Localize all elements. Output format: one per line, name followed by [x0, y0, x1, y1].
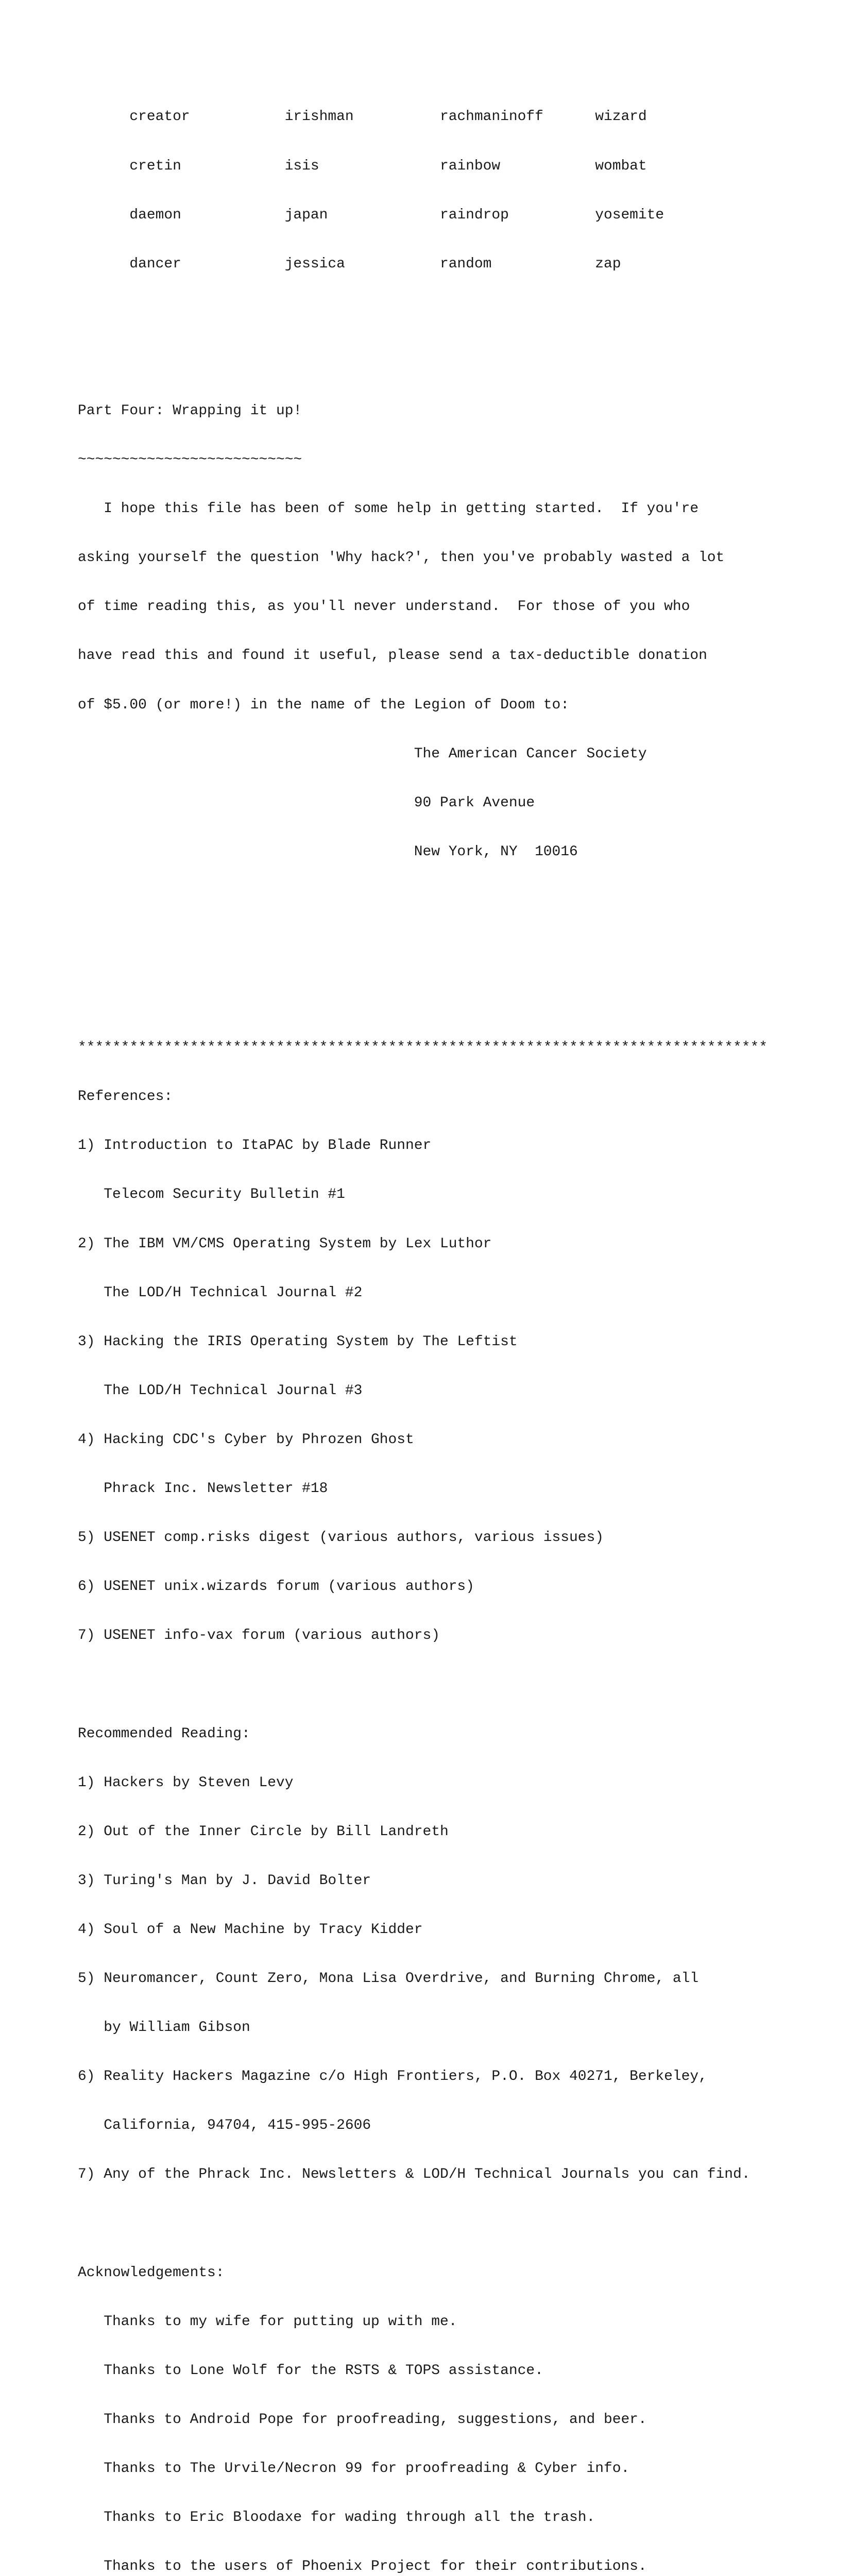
section-heading: Recommended Reading: — [78, 1725, 250, 1742]
list-item: Thanks to Android Pope for proofreading, suggestions, and beer. — [78, 2411, 647, 2428]
address-line: The American Cancer Society — [78, 745, 647, 762]
doc-line — [78, 2215, 799, 2232]
list-item: 6) Reality Hackers Magazine c/o High Frontiers, P.O. Box 40271, Berkeley, — [78, 2069, 707, 2085]
doc-line: creator irishman rachmaninoff wizard — [78, 109, 647, 125]
section-heading: References: — [78, 1089, 173, 1105]
doc-line: I hope this file has been of some help in getting started. If you're — [78, 501, 699, 517]
doc-line — [78, 942, 799, 958]
list-item: The LOD/H Technical Journal #3 — [78, 1382, 363, 1399]
list-item: Thanks to The Urvile/Necron 99 for proofreading & Cyber info. — [78, 2460, 630, 2477]
doc-line: have read this and found it useful, please send a tax-deductible donation — [78, 648, 707, 664]
list-item: 1) Introduction to ItaPAC by Blade Runner — [78, 1138, 432, 1154]
section-heading: Acknowledgements: — [78, 2264, 225, 2281]
list-item: 4) Soul of a New Machine by Tracy Kidder — [78, 1921, 423, 1938]
separator-line: ******************************************************************************** — [78, 1040, 768, 1056]
list-item: 7) USENET info-vax forum (various authors) — [78, 1628, 440, 1644]
list-item: Thanks to Eric Bloodaxe for wading through all the trash. — [78, 2510, 595, 2526]
address-line: New York, NY 10016 — [78, 843, 578, 860]
document-text — [78, 76, 799, 2576]
doc-line: of $5.00 (or more!) in the name of the Legion of Doom to: — [78, 697, 570, 713]
section-heading: Part Four: Wrapping it up! — [78, 402, 302, 419]
list-item: 2) Out of the Inner Circle by Bill Landreth — [78, 1823, 449, 1840]
address-line: 90 Park Avenue — [78, 794, 535, 811]
doc-line — [78, 893, 799, 909]
list-item: Thanks to Lone Wolf for the RSTS & TOPS assistance. — [78, 2362, 543, 2379]
list-item: by William Gibson — [78, 2020, 250, 2036]
list-item: 3) Hacking the IRIS Operating System by The Leftist — [78, 1333, 518, 1350]
list-item: 4) Hacking CDC's Cyber by Phrozen Ghost — [78, 1431, 414, 1448]
doc-line — [78, 354, 799, 370]
doc-line: of time reading this, as you'll never understand. For those of you who — [78, 599, 690, 615]
list-item: 2) The IBM VM/CMS Operating System by Lex Luthor — [78, 1235, 492, 1252]
doc-line — [78, 305, 799, 321]
list-item: 5) Neuromancer, Count Zero, Mona Lisa Overdrive, and Burning Chrome, all — [78, 1970, 699, 1987]
list-item: 1) Hackers by Steven Levy — [78, 1774, 294, 1791]
list-item: Thanks to my wife for putting up with me. — [78, 2313, 457, 2330]
doc-line — [78, 1676, 799, 1693]
list-item: Telecom Security Bulletin #1 — [78, 1187, 345, 1203]
doc-line: cretin isis rainbow wombat — [78, 158, 647, 174]
doc-line: daemon japan raindrop yosemite — [78, 207, 664, 223]
list-item: 7) Any of the Phrack Inc. Newsletters & LOD/H Technical Journals you can find. — [78, 2166, 751, 2183]
list-item: 6) USENET unix.wizards forum (various authors) — [78, 1579, 474, 1595]
list-item: 5) USENET comp.risks digest (various authors, various issues) — [78, 1530, 604, 1546]
list-item: California, 94704, 415-995-2606 — [78, 2117, 371, 2134]
list-item: The LOD/H Technical Journal #2 — [78, 1284, 363, 1301]
doc-line — [78, 991, 799, 1007]
list-item: Phrack Inc. Newsletter #18 — [78, 1481, 328, 1497]
doc-line: dancer jessica random zap — [78, 256, 621, 272]
doc-line: asking yourself the question 'Why hack?', then you've probably wasted a lot — [78, 550, 725, 566]
list-item: Thanks to the users of Phoenix Project for their contributions. — [78, 2558, 647, 2575]
heading-underline: ~~~~~~~~~~~~~~~~~~~~~~~~~~ — [78, 452, 302, 468]
list-item: 3) Turing's Man by J. David Bolter — [78, 1872, 371, 1889]
